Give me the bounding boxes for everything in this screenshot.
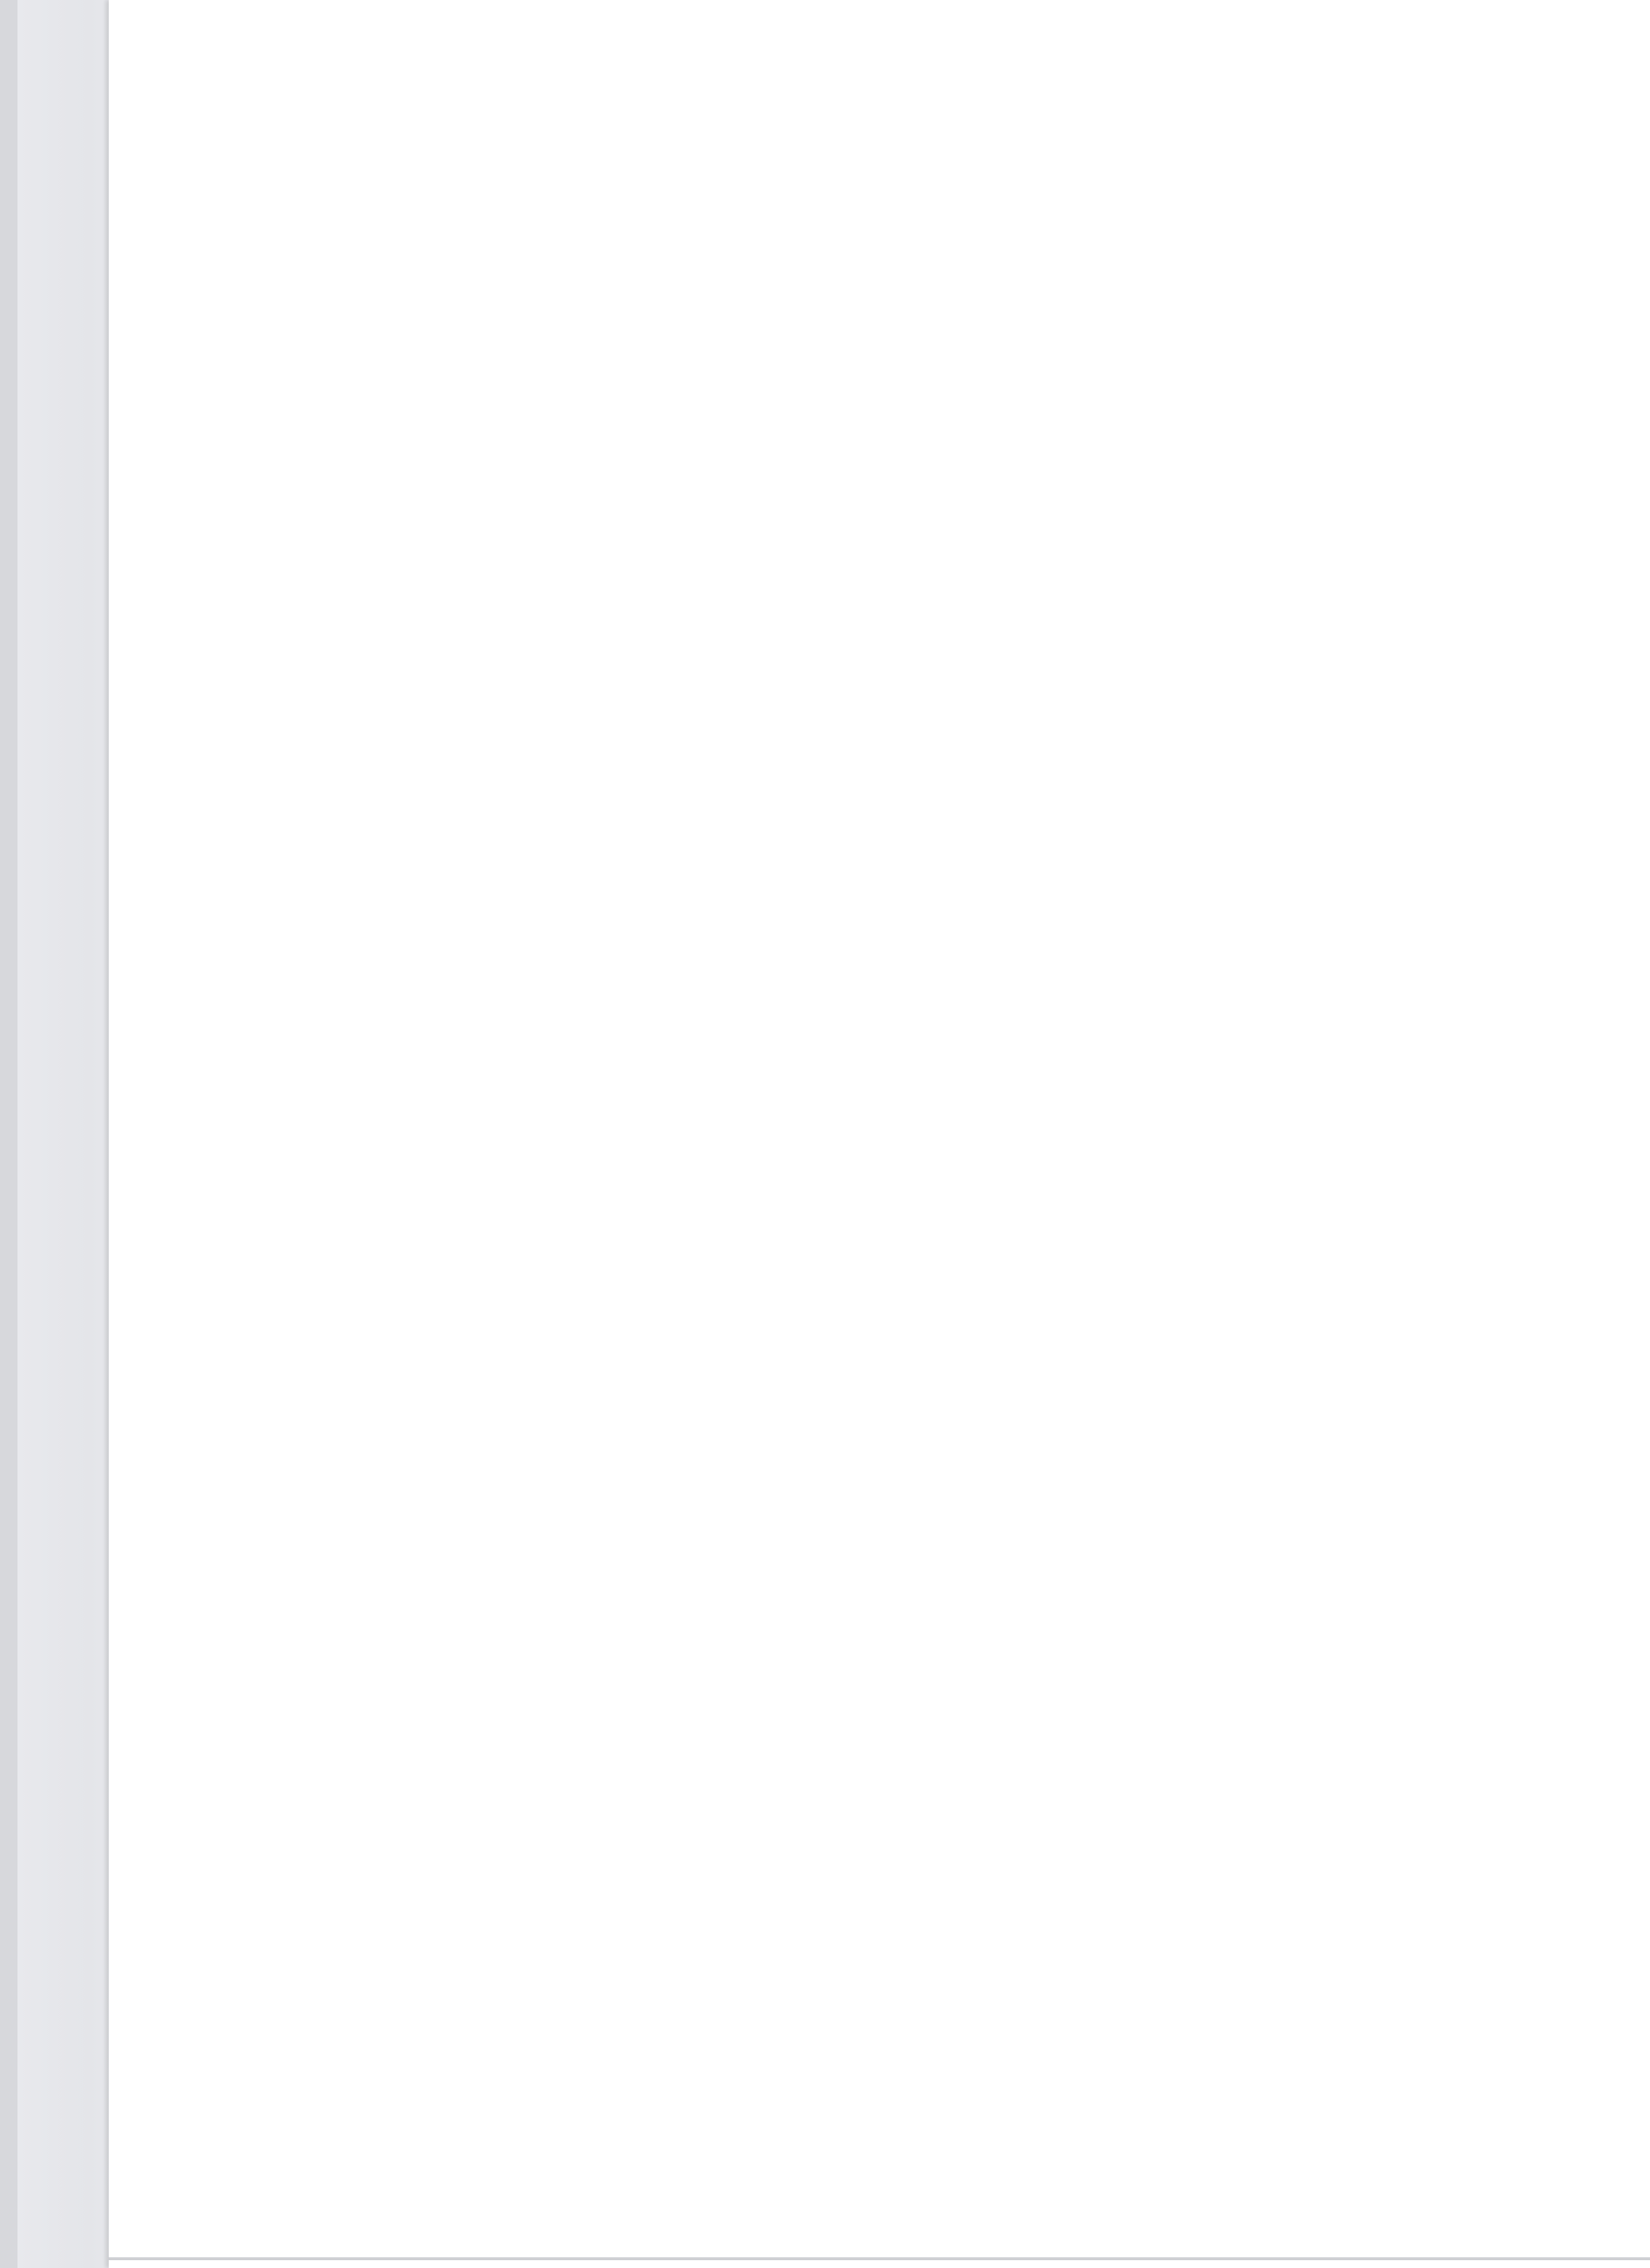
document-page [109, 0, 1650, 2268]
page-bottom-edge [109, 2257, 1650, 2260]
page-edge-shadow [0, 0, 17, 2268]
page-body [206, 148, 1535, 264]
